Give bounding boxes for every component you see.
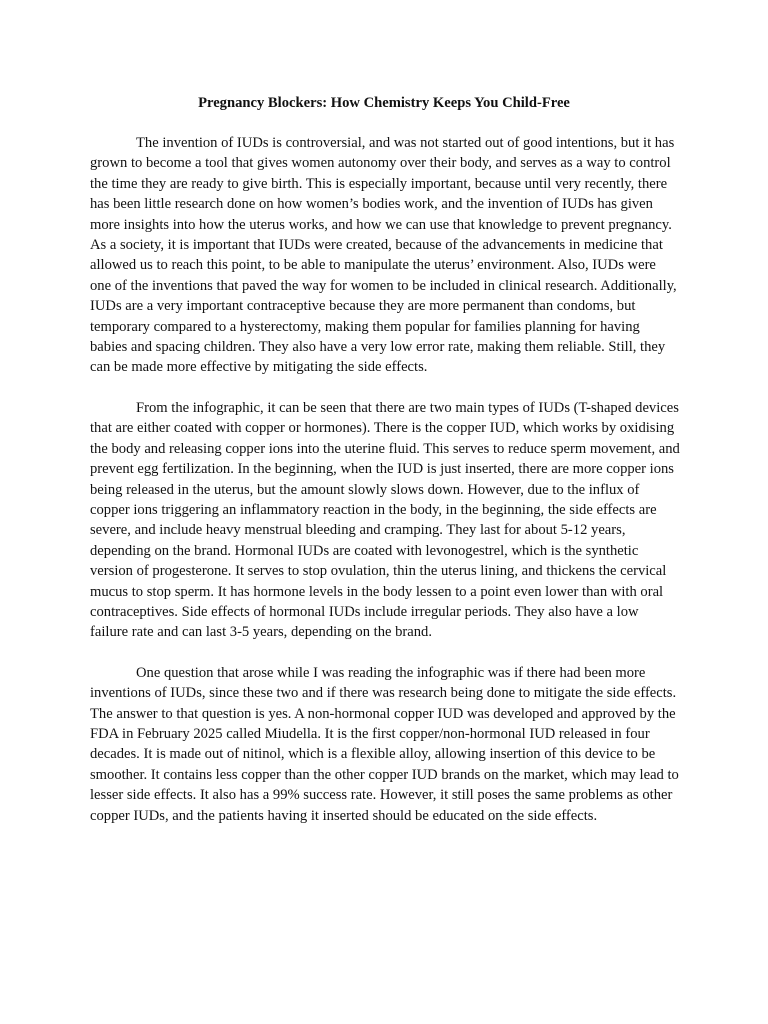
paragraph-2: From the infographic, it can be seen that there are two main types of IUDs (T-shaped devices that are either coated with copper or hormones). There is the copper IUD, which works by oxidising the body and releasing copper ions into the uterine fluid. This serves to reduce sperm movement, and prevent egg fertilization. In the beginning, when the IUD is just inserted, there are more copper ions being released in the uterus, but the amount slowly slows down. However, due to the influx of copper ions triggering an inflammatory reaction in the body, in the beginning, the side effects are severe, and include heavy menstrual bleeding and cramping. They last for about 5-12 years, depending on the brand. Hormonal IUDs are coated with levonogestrel, which is the synthetic version of progesterone. It serves to stop ovulation, thin the uterus lining, and thickens the cervical mucus to stop sperm. It has hormone levels in the body lessen to a point even lower than with oral contraceptives. Side effects of hormonal IUDs include irregular periods. They also have a low failure rate and can last 3-5 years, depending on the brand. <box>90 399 680 641</box>
paragraph-1: The invention of IUDs is controversial, and was not started out of good intentions, but it has grown to become a tool that gives women autonomy over their body, and serves as a way to control the time they are ready to give birth. This is especially important, because until very recently, there has been little research done on how women’s bodies work, and the invention of IUDs has given more insights into how the uterus works, and how we can use that knowledge to prevent pregnancy. As a society, it is important that IUDs were created, because of the advancements in medicine that allowed us to reach this point, to be able to manipulate the uterus’ environment. Also, IUDs were one of the inventions that paved the way for women to be included in clinical research. Additionally, IUDs are a very important contraceptive because they are more permanent than condoms, but temporary compared to a hysterectomy, making them popular for families planning for having babies and spacing children. They also have a very low error rate, making them reliable. Still, they can be made more effective by mitigating the side effects. <box>90 135 677 376</box>
document-title: Pregnancy Blockers: How Chemistry Keeps You Child-Free <box>198 95 570 111</box>
document-body <box>90 133 680 846</box>
paragraph-3: One question that arose while I was reading the infographic was if there had been more inventions of IUDs, since these two and if there was research being done to mitigate the side effects. The answer to that question is yes. A non-hormonal copper IUD was developed and approved by the FDA in February 2025 called Miudella. It is the first copper/non-hormonal IUD released in four decades. It is made out of nitinol, which is a flexible alloy, allowing insertion of this device to be smoother. It contains less copper than the other copper IUD brands on the market, which may lead to lesser side effects. It also has a 99% success rate. However, it still poses the same problems as other copper IUDs, and the patients having it inserted should be educated on the side effects. <box>90 664 679 824</box>
